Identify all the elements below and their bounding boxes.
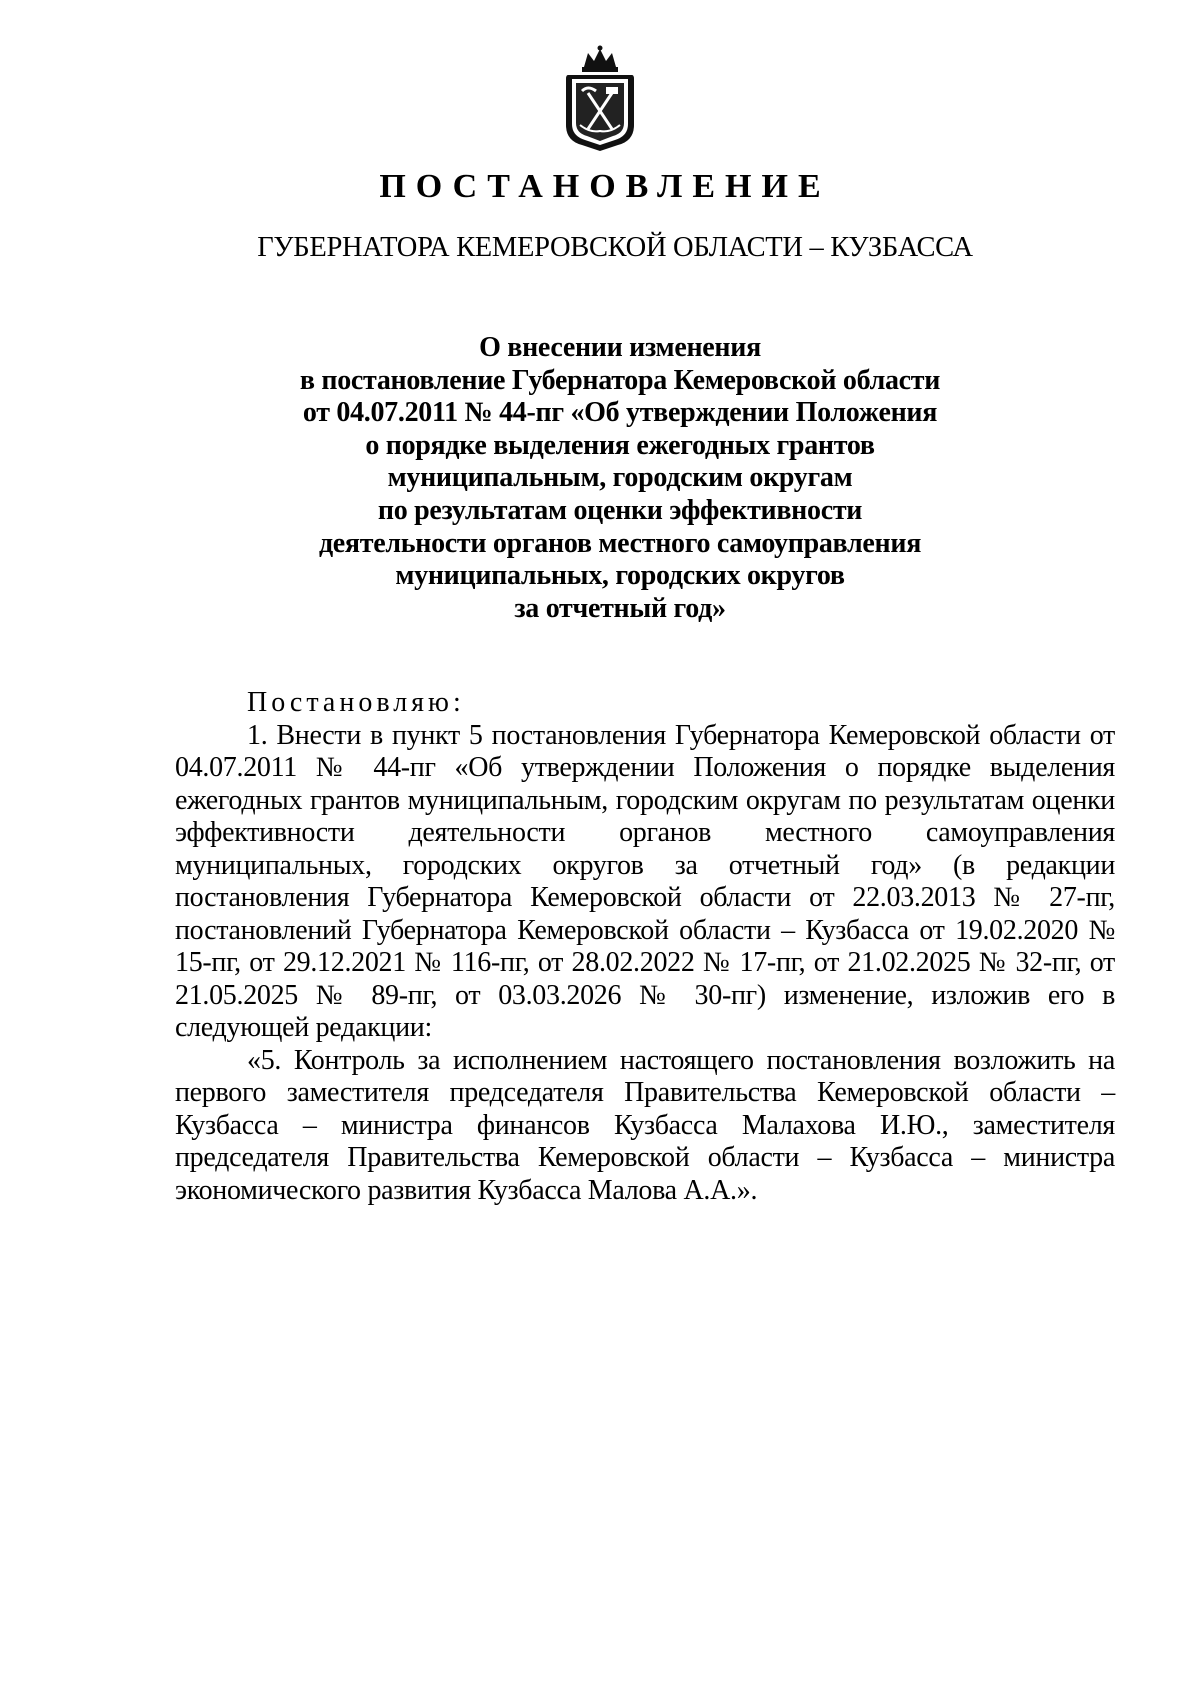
title-line: от 04.07.2011 № 44-пг «Об утверждении Положения — [302, 397, 938, 429]
title-line: по результатам оценки эффективности — [377, 494, 863, 526]
document-type-heading: ПОСТАНОВЛЕНИЕ — [379, 168, 831, 205]
title-line: о порядке выделения ежегодных грантов — [365, 429, 875, 461]
title-line: за отчетный год» — [514, 592, 726, 624]
title-line: муниципальным, городским округам — [387, 462, 853, 494]
title-line: деятельности органов местного самоуправления — [318, 527, 922, 559]
paragraph-1: 1. Внести в пункт 5 постановления Губернатора Кемеровской области от 04.07.2011 № 44-пг «Об утверждении Положения о порядке выделения ежегодных грантов муниципальным, городским округам по результатам оценки эффективности деятельности органов местного самоуправления муниципальных, городских округов за отчетный год» (в редакции постановления Губернатора Кемеровской области от 22.03.2013 № 27-пг, постановлений Губернатора Кемеровской области – Кузбасса от 19.02.2020 № 15-пг, от 29.12.2021 № 116-пг, от 28.02.2022 № 17-пг, от 21.02.2025 № 32-пг, от 21.05.2025 № 89-пг, от 03.03.2026 № 30-пг) изменение, изложив его в следующей редакции: — [175, 719, 1115, 1043]
title-line: в постановление Губернатора Кемеровской области — [299, 364, 941, 396]
document-body — [175, 687, 1115, 1207]
paragraph-2: «5. Контроль за исполнением настоящего постановления возложить на первого заместителя председателя Правительства Кемеровской области – Кузбасса – министра финансов Кузбасса Малахова И.Ю., заместителя председателя Правительства Кемеровской области – Кузбасса – министра экономического развития Кузбасса Малова А.А.». — [175, 1044, 1115, 1206]
coat-of-arms-icon — [560, 45, 640, 153]
document-title — [0, 332, 1200, 625]
decree-word: Постановляю: — [247, 687, 465, 718]
title-line: О внесении изменения — [479, 332, 761, 363]
title-line: муниципальных, городских округов — [395, 560, 845, 592]
issuer-line: ГУБЕРНАТОРА КЕМЕРОВСКОЙ ОБЛАСТИ – КУЗБАССА — [257, 232, 973, 263]
